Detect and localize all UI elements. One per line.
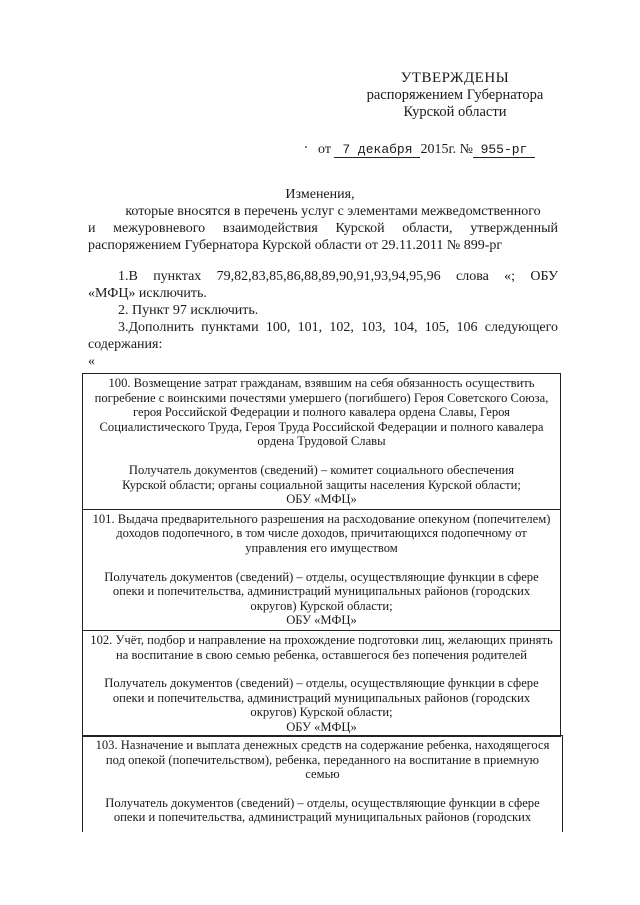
service-line: под опекой (попечительством), ребенка, переданного на воспитание в приемную <box>105 752 540 767</box>
service-line: 103. Назначение и выплата денежных средств на содержание ребенка, находящегося <box>95 738 550 752</box>
table-row-cut <box>82 735 563 832</box>
recipient-line: округов) Курской области; <box>250 598 393 613</box>
service-line: управления его имуществом <box>245 540 398 555</box>
service-line: ордена Трудовой Славы <box>257 434 386 449</box>
recipient-line: ОБУ «МФЦ» <box>286 492 357 507</box>
document-heading: Изменения, <box>285 187 355 202</box>
table-cell <box>83 630 561 737</box>
point-3: 3.Дополнить пунктами 100, 101, 102, 103, 104, 105, 106 следующего <box>118 320 558 335</box>
intro-line: распоряжением Губернатора Курской области от 29.11.2011 № 899-рг <box>88 238 503 253</box>
scan-speck <box>305 146 307 148</box>
approval-stamp <box>330 70 580 121</box>
open-quote: « <box>88 354 95 369</box>
intro-line: и межуровневого взаимодействия Курской области, утвержденный <box>88 221 558 236</box>
service-line: доходов подопечного, в том числе доходов, причитающихся подопечному от <box>116 526 527 541</box>
order-reference <box>318 142 535 158</box>
point-2: 2. Пункт 97 исключить. <box>118 303 259 318</box>
point-3-cont: содержания: <box>88 337 163 352</box>
recipient-line: Получатель документов (сведений) – комитет социального обеспечения <box>128 462 515 477</box>
approval-by: распоряжением Губернатора <box>366 87 544 103</box>
recipient-line: опеки и попечительства, администраций муниципальных районов (городских <box>112 690 531 705</box>
recipient-line: опеки и попечительства, администраций муниципальных районов (городских <box>112 584 531 599</box>
intro-line: которые вносятся в перечень услуг с элементами межведомственного <box>125 204 541 219</box>
service-line: героя Российской Федерации и полного кавалера ордена Славы, Героя <box>133 405 510 420</box>
service-line: погребение с воинскими почестями умершего (погибшего) Героя Советского Союза, <box>94 390 549 405</box>
service-line: семью <box>305 767 340 782</box>
service-line: 102. Учёт, подбор и направление на прохождение подготовки лиц, желающих принять <box>90 632 553 647</box>
recipient-line: Получатель документов (сведений) – отделы, осуществляющие функции в сфере <box>104 569 539 584</box>
order-prefix: от <box>318 142 331 157</box>
table-cell <box>83 509 561 630</box>
recipient-line: Курской области; органы социальной защиты населения Курской области; <box>122 477 521 492</box>
order-number-label: № <box>459 142 473 157</box>
point-1-cont: «МФЦ» исключить. <box>88 286 207 301</box>
table-row <box>83 509 561 630</box>
table-row <box>83 630 561 737</box>
intro-paragraph <box>88 203 558 254</box>
services-table <box>82 373 561 737</box>
table-cell <box>83 374 561 510</box>
recipient-line: округов) Курской области; <box>250 705 393 720</box>
service-line: 101. Выдача предварительного разрешения на расходование опекуном (попечителем) <box>92 511 551 526</box>
order-date: 7 декабря <box>334 142 420 158</box>
service-line: 100. Возмещение затрат гражданам, взявшим на себя обязанность осуществить <box>108 376 535 390</box>
service-line: на воспитание в свою семью ребенка, оставшегося без попечения родителей <box>115 647 528 662</box>
recipient-line: Получатель документов (сведений) – отделы, осуществляющие функции в сфере <box>104 676 539 691</box>
recipient-line: ОБУ «МФЦ» <box>286 719 357 734</box>
point-1: 1.В пунктах 79,82,83,85,86,88,89,90,91,93,94,95,96 слова «; ОБУ <box>118 269 558 284</box>
recipient-line: опеки и попечительства, администраций муниципальных районов (городских <box>113 810 532 825</box>
order-number: 955-рг <box>473 142 535 158</box>
recipient-line: ОБУ «МФЦ» <box>286 613 357 628</box>
approval-title: УТВЕРЖДЕНЫ <box>400 70 510 86</box>
service-line: Социалистического Труда, Героя Труда Российской Федерации и полного кавалера <box>99 419 544 434</box>
approval-region: Курской области <box>403 104 507 120</box>
recipient-line: Получатель документов (сведений) – отделы, осуществляющие функции в сфере <box>105 795 540 810</box>
order-year: 2015г. <box>420 142 457 157</box>
table-row <box>83 374 561 510</box>
